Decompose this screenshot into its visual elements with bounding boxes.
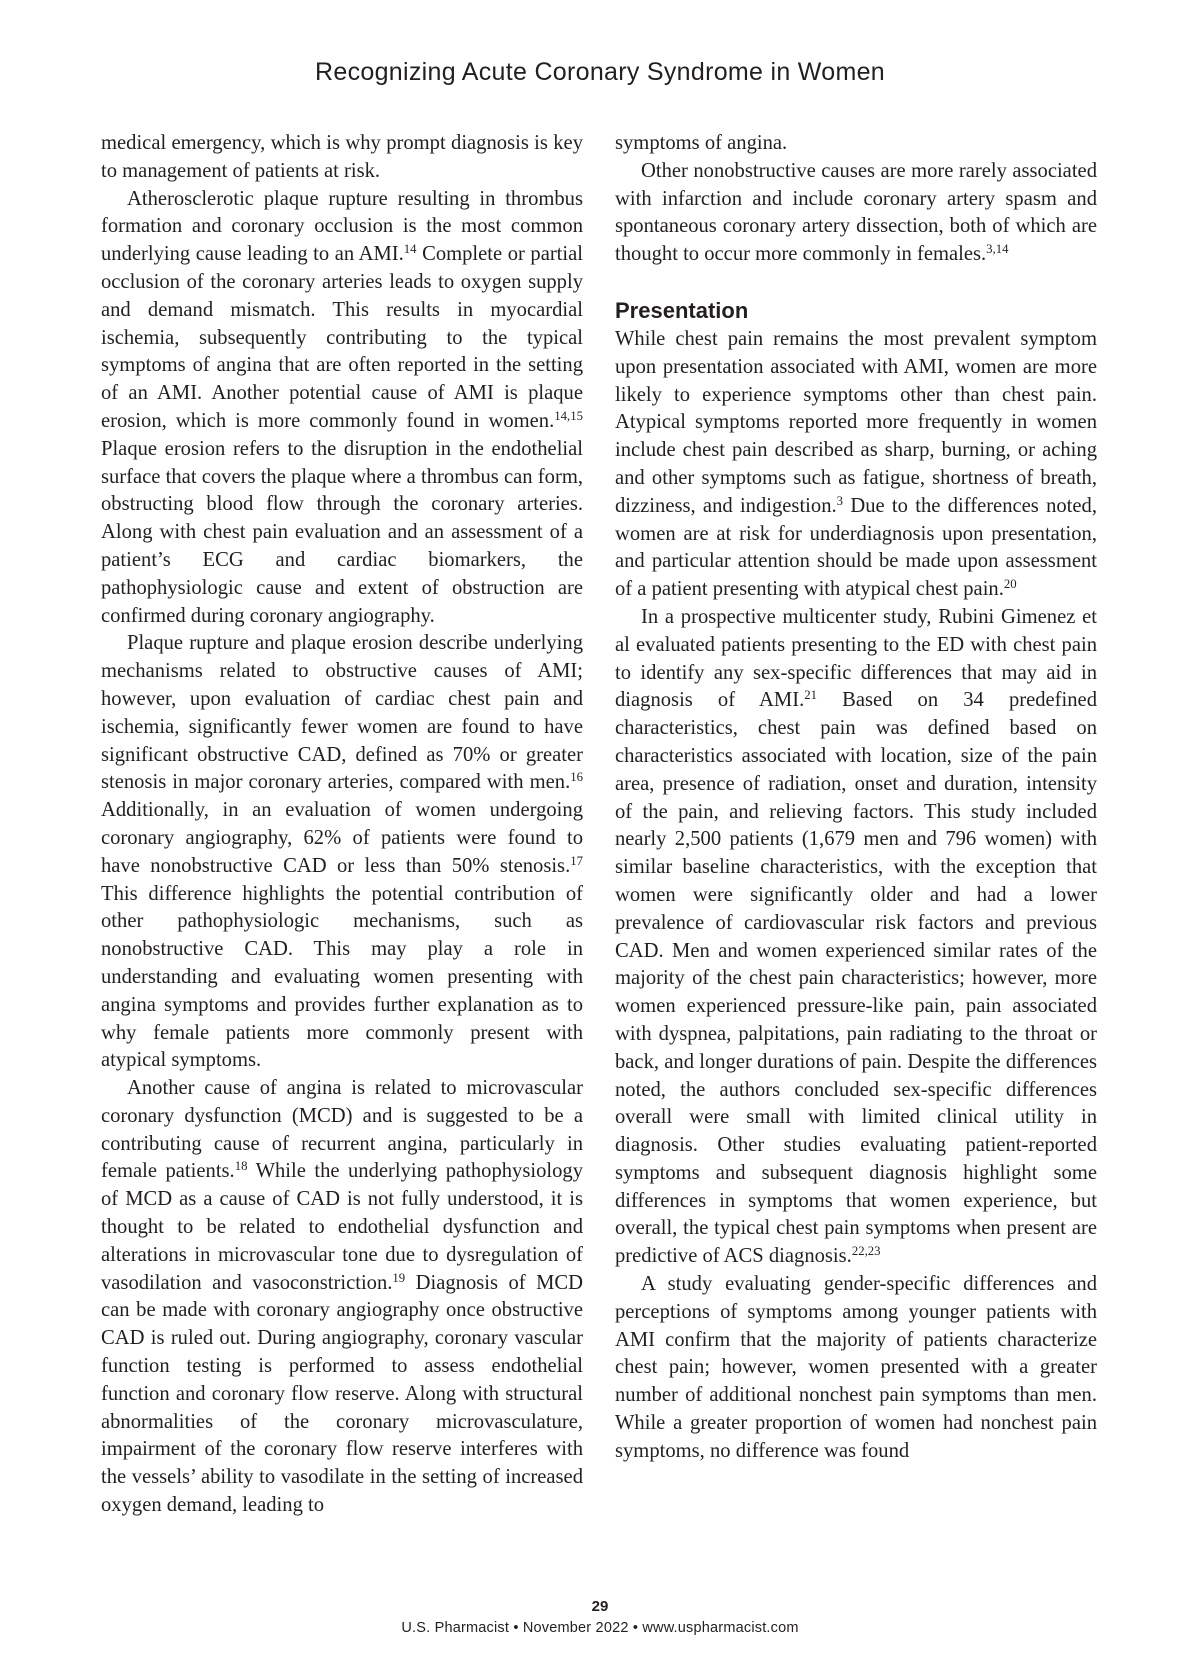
paragraph-presentation: While chest pain remains the most prevalent symptom upon presentation associated with AMI, women are more likely to experience symptoms other than chest pain. Atypical symptoms reported more frequently in women include chest pain described as sharp, burning, or aching and other symptoms such as fatigue, shortness of breath, dizziness, and indigestion.$^3$ Due to the differences noted, women are at risk for underdiagnosis upon presentation, and particular attention should be made upon assessment of a patient presenting with atypical chest pain.$^{20}$ xyxy=(615,327,1097,601)
citation-ref: 16 xyxy=(570,770,583,785)
citation-ref: 21 xyxy=(804,688,817,703)
citation-ref: 14 xyxy=(403,242,417,257)
citation-ref: 20 xyxy=(1003,577,1017,592)
paragraph-obstructive-cad: Plaque rupture and plaque erosion describe underlying mechanisms related to obstructive causes of AMI; however, upon evaluation of cardiac chest pain and ischemia, significantly fewer women are found to have significant obstructive CAD, defined as 70% or greater stenosis in major coronary arteries, compared with men.$^{16}$ Additionally, in an evaluation of women undergoing coronary angiography, 62% of patients were found to have nonobstructive CAD or less than 50% stenosis.$^{17}$ This difference highlights the potential contribution of other pathophysiologic mechanisms, such as nonobstructive CAD. This may play a role in understanding and evaluating women presenting with angina symptoms and provides further explanation as to why female patients more commonly present with atypical symptoms. xyxy=(101,632,583,1072)
citation-ref: 3 xyxy=(836,493,844,508)
running-header: Recognizing Acute Coronary Syndrome in Women xyxy=(315,58,885,86)
left-column xyxy=(101,130,583,1520)
paragraph-prospective-study: In a prospective multicenter study, Rubini Gimenez et al evaluated patients presenting to the ED with chest pain to identify any sex-specific differences that may aid in diagnosis of AMI.$^{21}$ Based on 34 predefined characteristics, chest pain was defined based on characteristics associated with location, size of the pain area, presence of radiation, onset and duration, intensity of the pain, and relieving factors. This study included nearly 2,500 patients (1,679 men and 796 women) with similar baseline characteristics, with the exception that women were significantly older and had a lower prevalence of cardiovascular risk factors and previous CAD. Men and women experienced similar rates of the majority of the chest pain characteristics; however, more women experienced pressure-like pain, pain associated with dyspnea, palpitations, pain radiating to the throat or back, and longer durations of pain. Despite the differences noted, the authors concluded sex-specific differences overall were small with limited clinical utility in diagnosis. Other studies evaluating patient-reported symptoms and subsequent diagnosis highlight some differences in symptoms that women experience, but overall, the typical chest pain symptoms when present are predictive of ACS diagnosis.$^{22,23}$ xyxy=(615,605,1097,1268)
page-footer: U.S. Pharmacist • November 2022 • www.uspharmacist.com xyxy=(401,1620,799,1636)
citation-ref: 18 xyxy=(234,1159,248,1174)
page-number: 29 xyxy=(591,1598,609,1615)
section-heading: Presentation xyxy=(615,297,749,323)
citation-ref: 19 xyxy=(392,1270,406,1285)
citation-ref: 3,14 xyxy=(986,242,1009,257)
paragraph-plaque-rupture: Atherosclerotic plaque rupture resulting in thrombus formation and coronary occlusion is the most common underlying cause leading to an AMI.$^{14}$ Complete or partial occlusion of the coronary arteries leads to oxygen supply and demand mismatch. This results in myocardial ischemia, subsequently contributing to the typical symptoms of angina that are often reported in the setting of an AMI. Another potential cause of AMI is plaque erosion, which is more commonly found in women.$^{14,15}$ Plaque erosion refers to the disruption in the endothelial surface that covers the plaque where a thrombus can form, obstructing blood flow through the coronary arteries. Along with chest pain evaluation and an assessment of a patient’s ECG and cardiac biomarkers, the pathophysiologic cause and extent of obstruction are confirmed during coronary angiography. xyxy=(101,187,583,627)
citation-ref: 22,23 xyxy=(851,1244,881,1259)
citation-ref: 14,15 xyxy=(554,408,583,423)
right-column xyxy=(615,130,1097,1466)
paragraph-gender-study: A study evaluating gender-specific differences and perceptions of symptoms among younger patients with AMI confirm that the majority of patients characterize chest pain; however, women presented with a greater number of additional nonchest pain symptoms than men. While a greater proportion of women had nonchest pain symptoms, no difference was found xyxy=(615,1273,1097,1462)
paragraph-mcd: Another cause of angina is related to microvascular coronary dysfunction (MCD) and is suggested to be a contributing cause of recurrent angina, particularly in female patients.$^{18}$ While the underlying pathophysiology of MCD as a cause of CAD is not fully understood, it is thought to be related to endothelial dysfunction and alterations in microvascular tone due to dysregulation of vasodilation and vasoconstriction.$^{19}$ Diagnosis of MCD can be made with coronary angiography once obstructive CAD is ruled out. During angiography, coronary vascular function testing is performed to assess endothelial function and coronary flow reserve. Along with structural abnormalities of the coronary microvasculature, impairment of the coronary flow reserve interferes with the vessels’ ability to vasodilate in the setting of increased oxygen demand, leading to xyxy=(101,1077,583,1517)
citation-ref: 17 xyxy=(570,853,583,868)
paragraph-nonobstructive: Other nonobstructive causes are more rarely associated with infarction and include coronary artery spasm and spontaneous coronary artery dissection, both of which are thought to occur more commonly in females.$^{3,14}$ xyxy=(615,159,1097,266)
paragraph-continuation: medical emergency, which is why prompt diagnosis is key to management of patients at risk. xyxy=(101,132,583,182)
paragraph-continuation: symptoms of angina. xyxy=(615,132,788,154)
